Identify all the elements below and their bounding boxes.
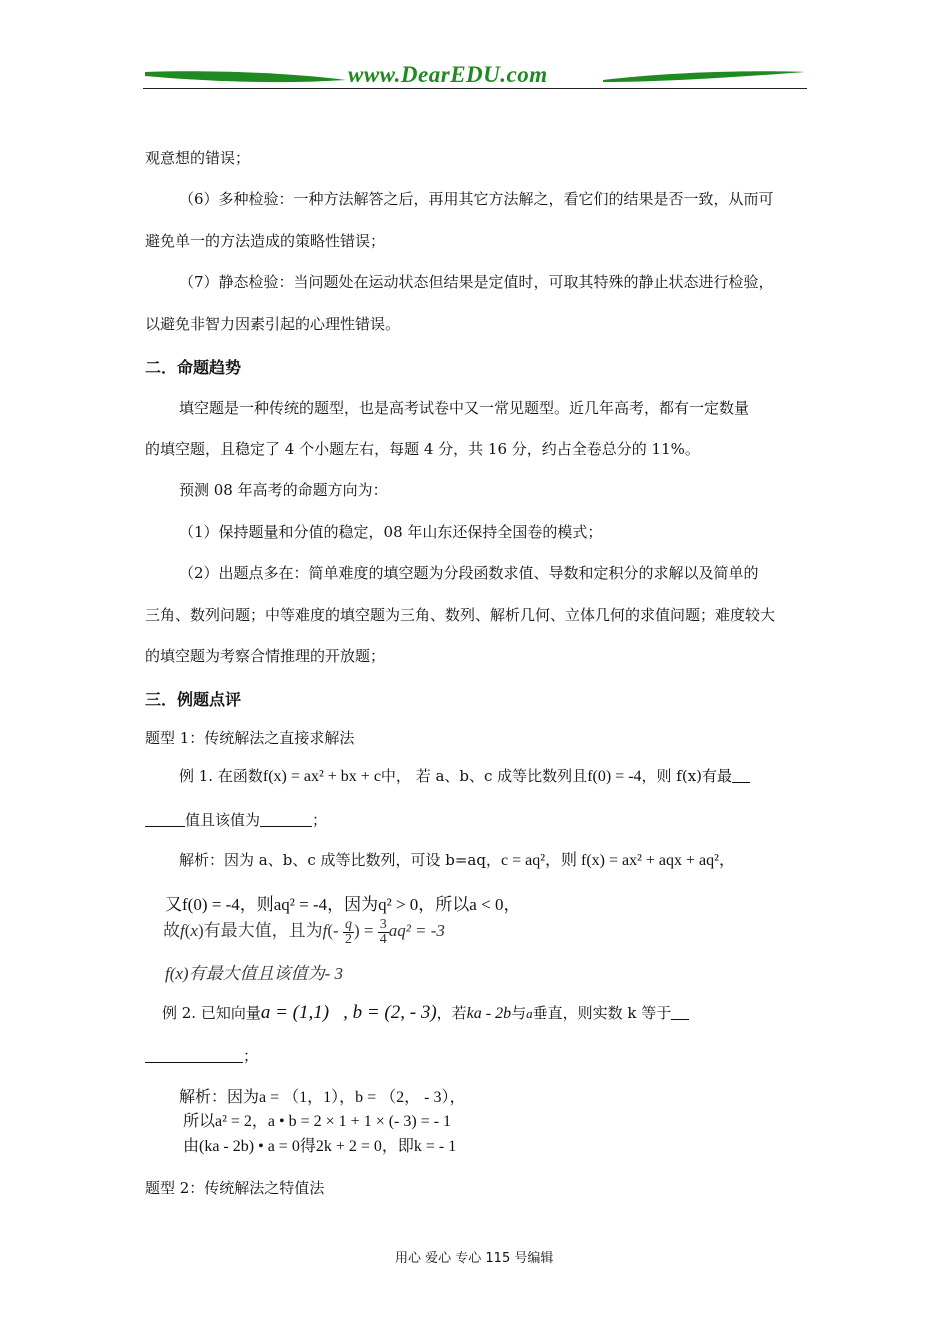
example-2-line2 [145, 1046, 258, 1066]
solution-text: 解析：因为 a、b、c 成等比数列，可设 b=aq， [179, 851, 501, 869]
solution-2-line1: 解析：因为a = （1，1），b = （2， - 3）， [179, 1089, 466, 1106]
answer-blank[interactable] [671, 1005, 689, 1020]
example-text: ； [312, 811, 328, 829]
text-line: 预测 08 年高考的命题方向为： [179, 481, 388, 499]
text-line: （6）多种检验：一种方法解答之后，再用其它方法解之，看它们的结果是否一致，从而可 [179, 190, 774, 208]
example-text: 例 2. 已知向量 [162, 1004, 261, 1022]
example-text: ； [243, 1047, 259, 1065]
solution-2-line2: 所以a² = 2，a • b = 2 × 1 + 1 × (- 3) = - 1 [183, 1113, 452, 1130]
text-line: 填空题是一种传统的题型，也是高考试卷中又一常见题型。近几年高考，都有一定数量 [179, 399, 750, 417]
math-formula: c = aq²，则 f(x) = ax² + aqx + aq²， [500, 852, 735, 869]
question-type-label: 题型 1：传统解法之直接求解法 [145, 729, 355, 747]
text-line: （7）静态检验：当问题处在运动状态但结果是定值时，可取其特殊的静止状态进行检验， [179, 273, 774, 291]
answer-blank[interactable] [145, 812, 185, 827]
solution-1-line1 [179, 850, 735, 871]
example-1 [179, 766, 750, 787]
text-line: 观意想的错误； [145, 149, 251, 167]
solution-1-line4: f(x)有最大值且该值为- 3 [165, 964, 344, 983]
section-heading: 三．例题点评 [145, 690, 242, 709]
example-text: 值且该值为 [185, 811, 261, 829]
logo-swoosh-left [143, 66, 348, 86]
text-line: 三角、数列问题；中等难度的填空题为三角、数列、解析几何、立体几何的求值问题；难度较大 [145, 606, 776, 624]
text-line: （2）出题点多在：简单难度的填空题为分段函数求值、导数和定积分的求解以及简单的 [179, 564, 759, 582]
math-formula: ka - 2b [466, 1005, 512, 1022]
math-formula: f(0) = -4 [587, 768, 642, 785]
text-line: 的填空题，且稳定了 4 个小题左右，每题 4 分，共 16 分，约占全卷总分的 11%。 [145, 440, 700, 458]
vector-a: a = (1,1) [260, 1002, 330, 1023]
example-text: ，若 [436, 1004, 467, 1022]
text-line: 以避免非智力因素引起的心理性错误。 [145, 315, 401, 333]
text-line: （1）保持题量和分值的稳定，08 年山东还保持全国卷的模式； [179, 523, 603, 541]
example-text: 与 [511, 1004, 527, 1022]
example-1-line2 [145, 810, 327, 830]
example-2: 例 2. 已知向量a = (1,1) , b = (2, - 3)，若ka - 2b与a垂直，则实数 k 等于 [162, 1003, 689, 1024]
example-text: 垂直，则实数 k 等于 [532, 1004, 672, 1022]
solution-1-line3: 故f(x)有最大值，且为f(- $\frac{q}{2}$ ) = $\frac{3}{4}$ aq² = -3 [163, 916, 445, 947]
solution-text: 故 [163, 921, 180, 940]
page-footer: 用心 爱心 专心 115 号编辑 [395, 1251, 554, 1266]
example-text: ，则 f(x)有最 [641, 767, 733, 785]
header-rule [143, 88, 807, 89]
fraction: $\frac{3}{4}$ [379, 916, 387, 947]
solution-text: 有最大值，且为 [203, 921, 323, 940]
answer-blank[interactable] [260, 812, 312, 827]
answer-blank[interactable] [145, 1048, 243, 1063]
text-line: 避免单一的方法造成的策略性错误； [145, 232, 386, 250]
math-formula: f(x) = ax² + bx + c [262, 768, 381, 785]
vector-b: , b = (2, - 3) [343, 1002, 437, 1023]
text-line: 的填空题为考察合情推理的开放题； [145, 647, 386, 665]
solution-2-line3: 由(ka - 2b) • a = 0得2k + 2 = 0，即k = - 1 [183, 1138, 457, 1155]
logo-swoosh-right [601, 66, 807, 86]
logo-text: www.DearEDU.com [348, 62, 548, 87]
question-type-label: 题型 2：传统解法之特值法 [145, 1179, 325, 1197]
math-formula: aq² = -3 [388, 921, 445, 940]
example-text: 中， 若 a、b、c 成等比数列且 [380, 767, 588, 785]
fraction: $\frac{q}{2}$ [344, 916, 352, 947]
example-text: 例 1. 在函数 [179, 767, 263, 785]
answer-blank[interactable] [732, 768, 750, 783]
section-heading: 二．命题趋势 [145, 358, 242, 377]
solution-1-line2: 又f(0) = -4，则aq² = -4，因为q² > 0，所以a < 0， [165, 895, 521, 914]
